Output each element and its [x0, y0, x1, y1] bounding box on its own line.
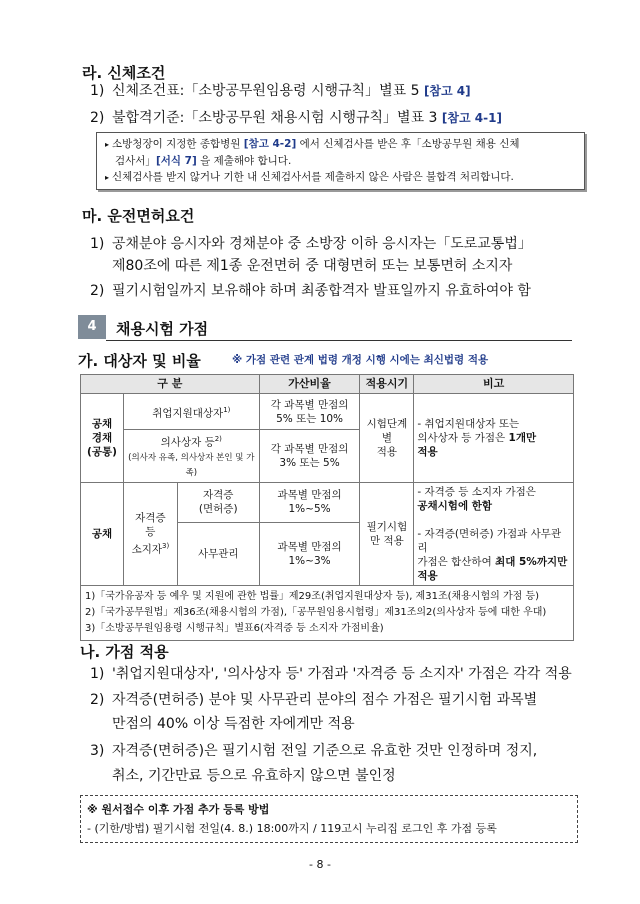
row-license-label: 자격증 (면허증) [177, 482, 259, 522]
section-ga-title: 가. 대상자 및 비율 [78, 352, 201, 370]
section-ma-title: 마. 운전면허요건 [82, 207, 195, 225]
item-number: 1) [90, 83, 105, 99]
section-ma-item-1: 1) 공채분야 응시자와 경채분야 중 소방장 이하 응시자는「도로교통법」 [90, 236, 532, 252]
group-open-remarks: - 자격증 등 소지자 가점은 공채시험에 한함 - 자격증(면허증) 가점과 사무관리 가점은 합산하여 최대 5%까지만 적용 [414, 482, 574, 585]
section-ra-item-1 [90, 81, 471, 101]
row-office-label: 사무관리 [177, 522, 259, 585]
section-ma-item-1-cont: 제80조에 따른 제1종 운전면허 중 대형면허 또는 보통면허 소지자 [112, 258, 513, 274]
section-na-item-2: 2) 자격증(면허증) 분야 및 사무관리 분야의 점수 가점은 필기시험 과목별 [90, 692, 538, 708]
row-injured-label: 의사상자 등$^{2)}$ (의사자 유족, 의사상자 본인 및 가족) [123, 430, 259, 483]
reference-tag: [참고 4-1] [441, 111, 502, 125]
item-number: 2) [90, 110, 105, 126]
page-number: - 8 - [309, 858, 331, 871]
bonus-points-table [80, 374, 574, 641]
header-rate: 가산비율 [259, 375, 360, 394]
note-line-2: 검사서」[서식 7] 을 제출해야 합니다. [115, 155, 292, 167]
footnote-2: 2)「국가공무원법」제36조(채용시험의 가점),「공무원임용시험령」제31조의2(의사상자 등에 대한 우대) [85, 606, 547, 618]
late-registration-note-box [80, 795, 578, 843]
header-timing: 적용시기 [360, 375, 414, 394]
section-ga-note: ※ 가점 관련 관계 법령 개정 시행 시에는 최신법령 적용 [232, 354, 489, 366]
late-registration-title: ※ 원서접수 이후 가점 추가 등록 방법 [87, 803, 270, 816]
item-text: 신체조건표:「소방공무원임용령 시행규칙」별표 5 [112, 83, 420, 99]
bullet-triangle-icon: ▸ [105, 140, 110, 149]
footnote-1: 1)「국가유공자 등 예우 및 지원에 관한 법률」제29조(취업지원대상자 등), 제31조(채용시험의 가점 등) [85, 590, 540, 602]
table-footnotes [81, 585, 574, 640]
row-office-rate: 과목별 만점의 1%~3% [259, 522, 360, 585]
section-ma-item-2: 2) 필기시험일까지 보유해야 하며 최종합격자 발표일까지 유효하여야 함 [90, 283, 531, 299]
group-open-timing: 필기시험 만 적용 [360, 482, 414, 585]
item-text: 불합격기준:「소방공무원 채용시험 시행규칙」별표 3 [112, 110, 438, 126]
group-open-label: 공채 [81, 482, 124, 585]
note-line-1: ▸ 소방청장이 지정한 종합병원 [참고 4-2] 에서 신체검사를 받은 후「소방공무원 채용 신체 [105, 138, 520, 150]
license-holder-label: 자격증 등 소지자$^{3)}$ [123, 482, 177, 585]
section-underline [106, 340, 572, 341]
row-employment-support-label: 취업지원대상자$^{1)}$ [123, 394, 259, 430]
section-number-badge: 4 [78, 315, 106, 339]
table-header-row [81, 375, 574, 394]
reference-tag: [참고 4] [423, 84, 471, 98]
bullet-triangle-icon: ▸ [105, 173, 110, 182]
row-license-rate: 과목별 만점의 1%~5% [259, 482, 360, 522]
group-common-label: 공채 경채 (공통) [81, 394, 124, 483]
group-common-remarks: - 취업지원대상자 또는 의사상자 등 가점은 1개만 적용 [414, 394, 574, 483]
physical-exam-note-box [96, 132, 585, 190]
table-row [81, 482, 574, 522]
section-na-item-1: 1) '취업지원대상자', '의사상자 등' 가점과 '자격증 등 소지자' 가점은 각각 적용 [90, 666, 572, 682]
group-common-timing: 시험단계별 적용 [360, 394, 414, 483]
section-na-item-3: 3) 자격증(면허증)은 필기시험 전일 기준으로 유효한 것만 인정하며 정지, [90, 743, 538, 759]
section-na-item-2-cont: 만점의 40% 이상 득점한 자에게만 적용 [112, 716, 355, 732]
header-remarks: 비고 [414, 375, 574, 394]
section-ra-title: 라. 신체조건 [82, 64, 166, 82]
row-employment-support-rate: 각 과목별 만점의 5% 또는 10% [259, 394, 360, 430]
note-line-3: ▸ 신체검사를 받지 않거나 기한 내 신체검사서를 제출하지 않은 사람은 불합격 처리합니다. [105, 171, 514, 183]
table-row [81, 394, 574, 430]
table-footnotes-row [81, 585, 574, 640]
section-ra-item-2 [90, 108, 502, 128]
header-category: 구 분 [81, 375, 260, 394]
late-registration-text: - (기한/방법) 필기시험 전일(4. 8.) 18:00까지 / 119고시 누리집 로그인 후 가점 등록 [87, 822, 497, 835]
section-4-title: 채용시험 가점 [116, 320, 209, 338]
section-na-item-3-cont: 취소, 기간만료 등으로 유효하지 않으면 불인정 [112, 768, 396, 784]
footnote-3: 3)「소방공무원임용령 시행규칙」별표6(자격증 등 소지자 가점비율) [85, 622, 384, 634]
row-injured-rate: 각 과목별 만점의 3% 또는 5% [259, 430, 360, 483]
section-na-title: 나. 가점 적용 [80, 643, 169, 661]
